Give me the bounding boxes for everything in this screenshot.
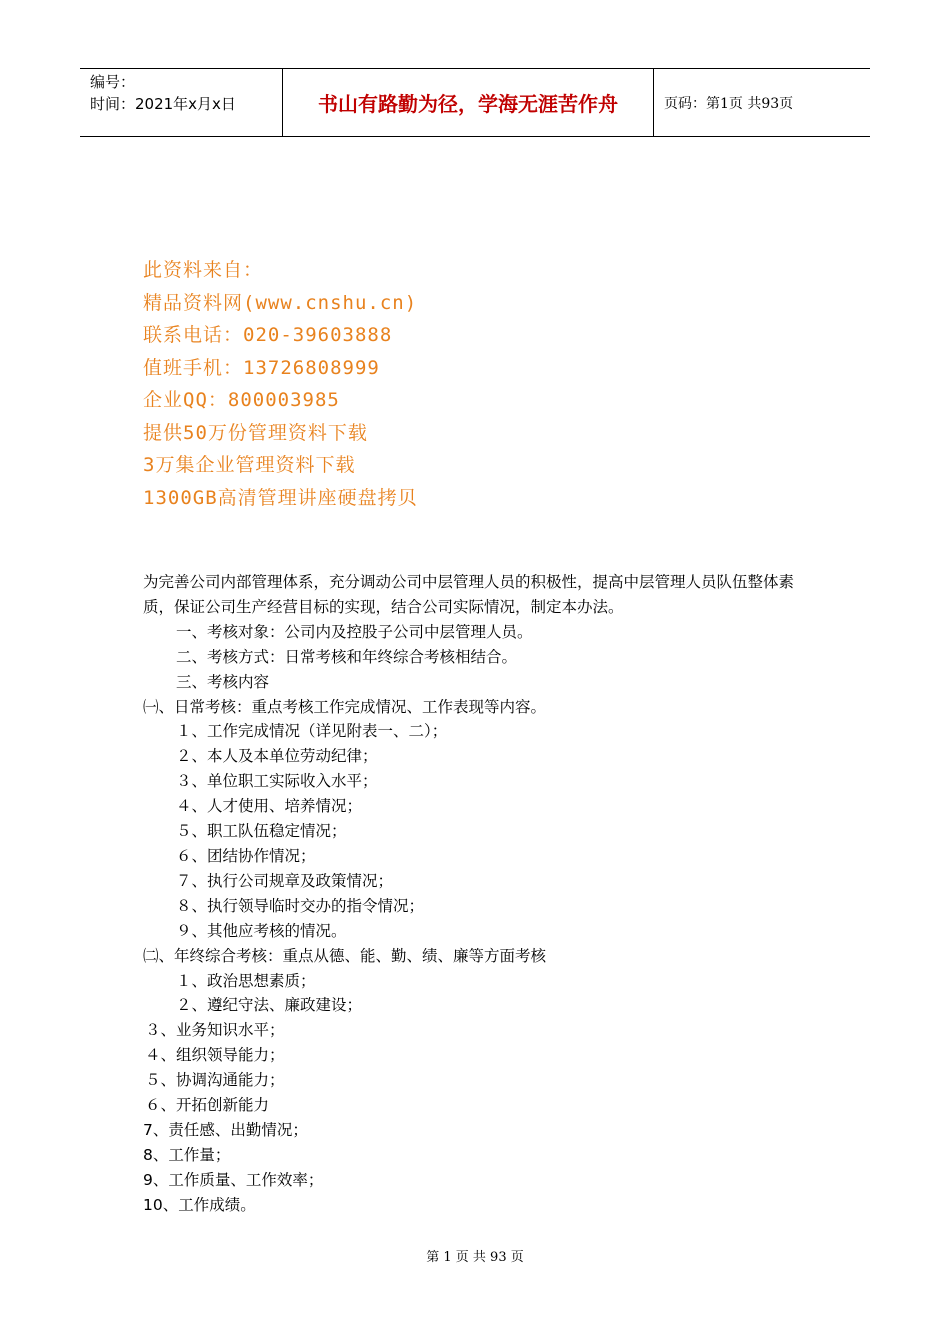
header-motto: 书山有路勤为径，学海无涯苦作舟 (282, 69, 654, 136)
list-item: ７、执行公司规章及政策情况； (176, 871, 394, 890)
source-line: 企业QQ：800003985 (143, 389, 340, 411)
list-item: １、工作完成情况（详见附表一、二）； (176, 722, 448, 741)
list-item: 10、工作成绩。 (143, 1195, 256, 1214)
list-item: ４、人才使用、培养情况； (176, 797, 363, 816)
header-page-info: 页码：第1页 共93页 (664, 95, 794, 112)
date-label: 时间：2021年x月x日 (90, 95, 236, 113)
list-item: ６、团结协作情况； (176, 846, 316, 865)
daily-assessment-title: ㈠、日常考核：重点考核工作完成情况、工作表现等内容。 (143, 697, 547, 716)
source-info-block (143, 254, 418, 514)
list-item: １、政治思想素质； (176, 971, 316, 990)
list-item: ５、协调沟通能力； (145, 1071, 285, 1090)
intro-paragraph: 为完善公司内部管理体系，充分调动公司中层管理人员的积极性，提高中层管理人员队伍整体素质，保证公司生产经营目标的实现，结合公司实际情况，制定本办法。 (143, 573, 795, 616)
header-left-cell (80, 69, 282, 136)
list-item: ４、组织领导能力； (145, 1046, 285, 1065)
source-line: 精品资料网(www.cnshu.cn) (143, 291, 418, 314)
document-body (143, 570, 813, 1218)
section-heading: 一、考核对象：公司内及控股子公司中层管理人员。 (176, 622, 533, 641)
annual-assessment-title: ㈡、年终综合考核：重点从德、能、勤、绩、廉等方面考核 (143, 946, 547, 965)
page-footer: 第 1 页 共 93 页 (426, 1250, 524, 1265)
list-item: ５、职工队伍稳定情况； (176, 822, 347, 841)
source-line: 1300GB高清管理讲座硬盘拷贝 (143, 486, 418, 509)
number-label: 编号： (90, 73, 136, 91)
page-header (80, 68, 870, 137)
list-item: ９、其他应考核的情况。 (176, 921, 347, 940)
source-line: 此资料来自： (143, 259, 264, 281)
list-item: ３、业务知识水平； (145, 1021, 285, 1040)
list-item: ３、单位职工实际收入水平； (176, 772, 378, 791)
list-item: ２、遵纪守法、廉政建设； (176, 996, 363, 1015)
source-line: 提供50万份管理资料下载 (143, 421, 368, 444)
section-heading: 三、考核内容 (176, 672, 270, 691)
source-line: 联系电话：020-39603888 (143, 324, 393, 346)
list-item: 7、责任感、出勤情况； (143, 1120, 308, 1139)
list-item: ２、本人及本单位劳动纪律； (176, 747, 378, 766)
list-item: ６、开拓创新能力 (145, 1096, 270, 1115)
list-item: 8、工作量； (143, 1145, 231, 1164)
source-line: 3万集企业管理资料下载 (143, 454, 356, 476)
section-heading: 二、考核方式：日常考核和年终综合考核相结合。 (176, 647, 518, 666)
source-line: 值班手机：13726808999 (143, 356, 380, 379)
list-item: ８、执行领导临时交办的指令情况； (176, 896, 425, 915)
list-item: 9、工作质量、工作效率； (143, 1170, 324, 1189)
